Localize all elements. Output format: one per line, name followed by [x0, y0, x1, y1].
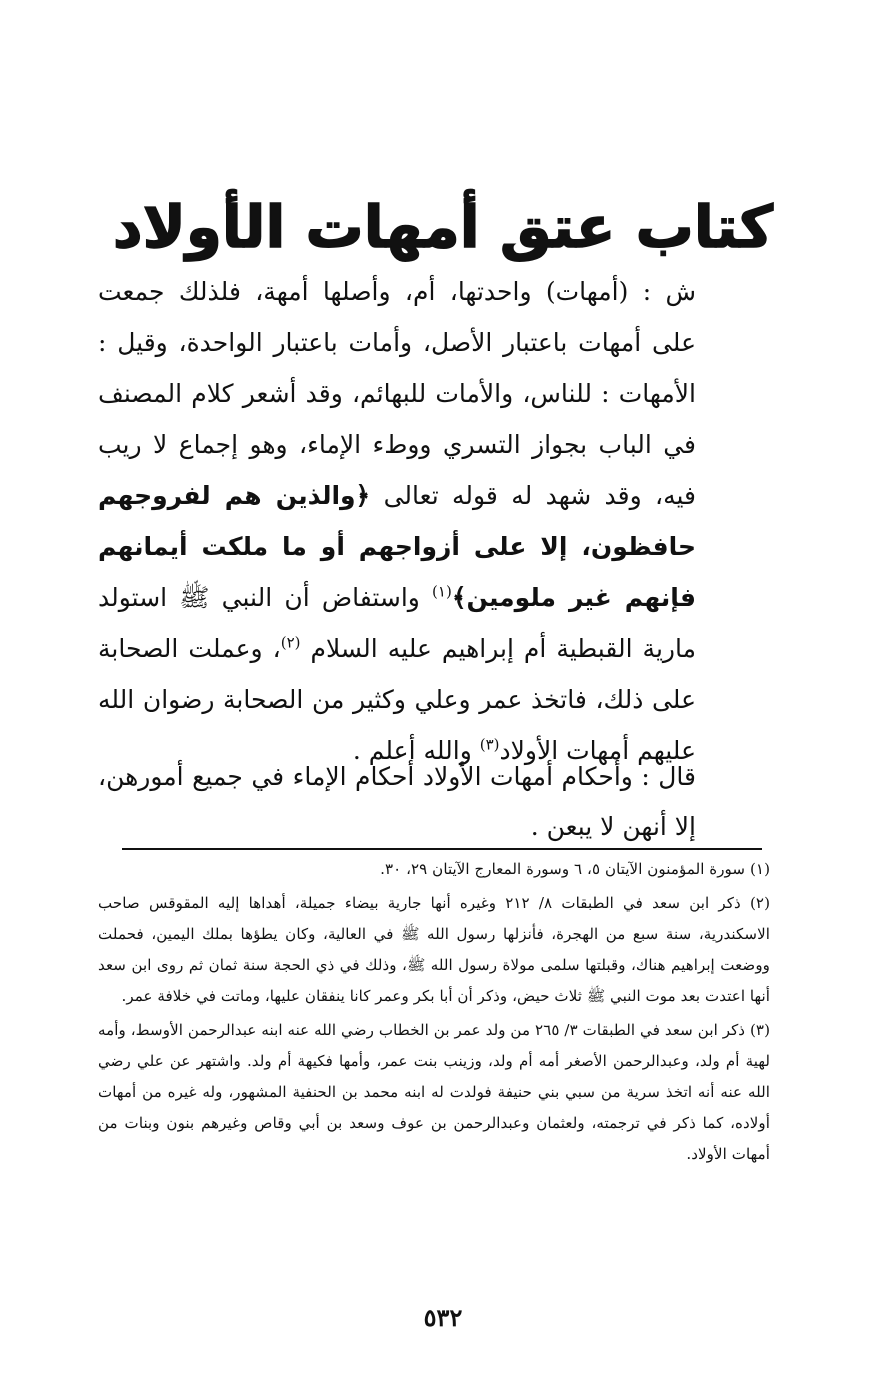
- chapter-title: كتاب عتق أمهات الأولاد: [112, 192, 774, 261]
- commentary-intro: ش : (أمهات) واحدتها، أم، وأصلها أمهة، فلذلك جمعت على أمهات باعتبار الأصل، وأمات باعتبار الواحدة، وقيل : الأمهات : للناس، والأمات للبهائم، وقد أشعر كلام المصنف في الباب بجواز التسري ووطء الإماء، وهو إجماع لا ريب فيه، وقد شهد له قوله تعالى: [98, 277, 696, 510]
- matn-text: قال : وأحكام أمهات الأولاد أحكام الإماء في جميع أمورهن، إلا أنهن لا يبعن .: [98, 762, 696, 841]
- footnote-ref-1: (١): [432, 582, 452, 601]
- commentary-part-3: ، وعملت الصحابة على ذلك، فاتخذ عمر وعلي وكثير من الصحابة رضوان الله عليهم أمهات الأولاد: [98, 634, 696, 765]
- footnote-ref-2: (٢): [280, 633, 301, 652]
- footnotes: [98, 854, 770, 1173]
- page-number: ٥٣٢: [423, 1303, 463, 1332]
- footnote-1: (١) سورة المؤمنون الآيتان ٥، ٦ وسورة المعارج الآيتان ٢٩، ٣٠.: [380, 860, 770, 878]
- commentary-part-4: والله أعلم .: [352, 736, 480, 765]
- footnote-2: (٢) ذكر ابن سعد في الطبقات ٨/ ٢١٢ وغيره أنها جارية بيضاء جميلة، أهداها إليه المقوقس صاحب الاسكندرية، سنة سبع من الهجرة، فأنزلها رسول الله ﷺ في العالية، وكان يطؤها بملك اليمين، فحملت ووضعت إبراهيم هناك، وقبلتها سلمى مولاة رسول الله ﷺ، وذلك في ذي الحجة سنة ثمان ثم روى ابن سعد أنها اعتدت بعد موت النبي ﷺ ثلاث حيض، وذكر أن أبا بكر وعمر كانا ينفقان عليها، وماتت في خلافة عمر.: [98, 894, 770, 1005]
- commentary-paragraph: [98, 266, 696, 776]
- commentary-block: [98, 266, 696, 776]
- footnote-3: (٣) ذكر ابن سعد في الطبقات ٣/ ٢٦٥ من ولد عمر بن الخطاب رضي الله عنه ابنه عبدالرحمن الأوسط، وأمه لهية أم ولد، وعبدالرحمن الأصغر أمه أم ولد، وزينب بنت عمر، وأمها فكيهة أم ولد. واشتهر عن علي رضي الله عنه أنه اتخذ سرية من سبي بني حنيفة فولدت له ابنه محمد بن الحنفية المشهور، وله غيره من أمهات أولاده، كما ذكر في ترجمته، ولعثمان وعبدالرحمن بن عوف وسعد بن أبي وقاص وغيرهم بنون وبنات من أمهات الأولاد.: [98, 1021, 771, 1163]
- quran-verse: ﴿والذين هم لفروجهم حافظون، إلا على أزواجهم أو ما ملكت أيمانهم فإنهم غير ملومين﴾: [98, 481, 696, 612]
- commentary-part-2: واستفاض أن النبي ﷺ استولد مارية القبطية أم إبراهيم عليه السلام: [98, 583, 696, 663]
- footnote-ref-3: (٣): [479, 735, 500, 754]
- footnote-divider: [122, 848, 762, 850]
